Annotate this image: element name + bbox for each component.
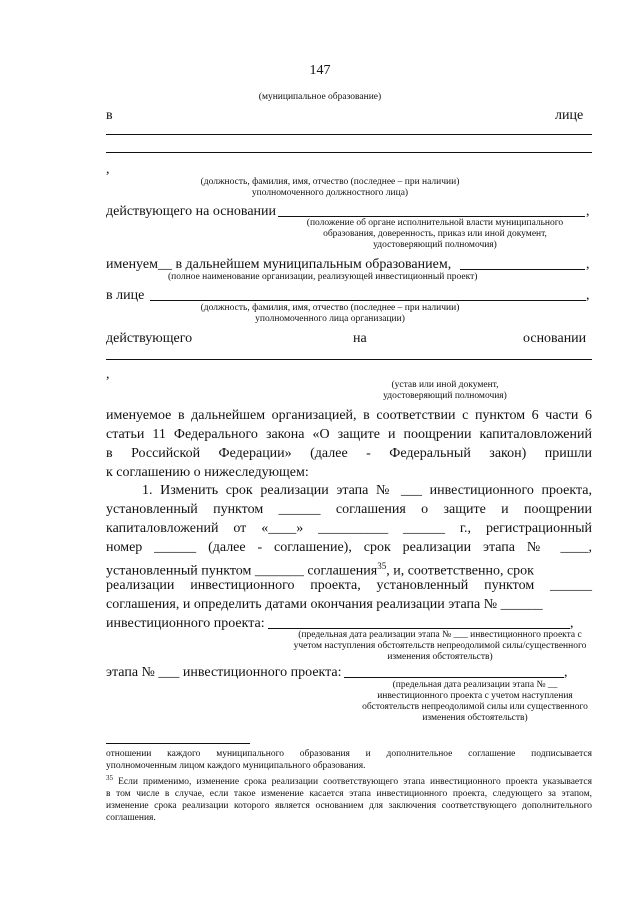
comma: , <box>106 162 110 177</box>
footnote-35-line-3: изменение срока реализации которого является основанием для заключения соответствующего дополнительного <box>106 801 592 812</box>
comma: , <box>586 288 590 303</box>
footnote-continuation-1: отношении каждого муниципального образования и дополнительное соглашение подписывается <box>106 749 592 759</box>
charter-caption: (устав или иной документ, удостоверяющий полномочия) <box>383 380 507 401</box>
blank-line-org <box>460 269 585 270</box>
named-municipality-label: именуем__ в дальнейшем муниципальным образованием, <box>106 257 452 272</box>
item-1-line-5: установленный пунктом _______ соглашения <box>106 563 378 579</box>
blank-line-deadline <box>268 628 570 629</box>
blank-line-basis <box>278 216 585 217</box>
word-deystvuyushchego: действующего <box>106 331 193 346</box>
stage-label: этапа № ___ инвестиционного проекта: <box>106 665 342 680</box>
word-na: на <box>353 331 367 346</box>
item-1-paragraph: 1. Изменить срок реализации этапа № ___ инвестиционного проекта, установленный пунктом ______ соглашения о защите и поощрении капиталовложений от «____» __________ ______ г., регистрационный номер ______ (далее - соглашение), срок реализации этапа № ____, установленный пунктом _______ соглашения$^{35}$, и, соответственно, срок реализации инвестиционного проекта, установленный пунктом ______ соглашения, и определить датами окончания реализации этапа № ______ <box>106 483 592 612</box>
footnote-ref-35: 35 <box>377 561 387 571</box>
org-caption: (полное наименование организации, реализующей инвестиционный проект) <box>168 272 478 282</box>
stage-caption: (предельная дата реализации этапа № __ инвестиционного проекта с учетом наступления обстоятельств непреодолимой силы или существенного изменения обстоятельств) <box>362 680 588 723</box>
official-caption: (должность, фамилия, имя, отчество (последнее – при наличии) уполномоченного должностного лица) <box>200 177 460 198</box>
basis-caption: (положение об органе исполнительной власти муниципального образования, доверенность, приказ или иной документ, удостоверяющий полномочия) <box>306 218 564 250</box>
blank-line-official-1 <box>106 134 592 135</box>
blank-line-official-2 <box>106 152 592 153</box>
blank-line-org-official <box>150 300 586 301</box>
in-person-label: в лице <box>106 288 145 303</box>
footnote-separator <box>106 743 250 744</box>
blank-line-stage <box>344 677 564 678</box>
deadline-caption: (предельная дата реализации этапа № ___ инвестиционного проекта с учетом наступления обстоятельств непреодолимой силы/существенного изменения обстоятельств) <box>293 630 587 662</box>
intro-paragraph: именуемое в дальнейшем организацией, в соответствии с пунктом 6 части 6 статьи 11 Федерального закона «О защите и поощрении капиталовложений в Российской Федерации» (далее - Федеральный закон) пришли к соглашению о нижеследующем: <box>106 408 592 480</box>
org-official-caption: (должность, фамилия, имя, отчество (последнее – при наличии) уполномоченного лица организации) <box>200 303 460 324</box>
comma: , <box>586 257 590 272</box>
comma: , <box>106 367 110 382</box>
word-osnovanii: основании <box>523 331 587 346</box>
municipality-caption: (муниципальное образование) <box>258 92 382 102</box>
inv-project-label: инвестиционного проекта: <box>106 616 265 631</box>
acting-basis-label: действующего на основании <box>106 204 277 219</box>
footnote-35-line-2: в том числе в случае, если такое изменение касается этапа инвестиционного проекта, следующего за этапом, <box>106 789 592 800</box>
comma: , <box>570 616 574 631</box>
page-number: 147 <box>309 63 331 78</box>
word-v: в <box>106 108 113 123</box>
comma: , <box>586 204 590 219</box>
footnote-35-line-1: $^{35}$ Если применимо, изменение срока реализации соответствующего этапа инвестиционного проекта указывается <box>106 774 592 788</box>
footnote-35-number: 35 <box>106 774 113 782</box>
comma: , <box>564 665 568 680</box>
footnote-35-line-4: соглашения. <box>106 813 156 824</box>
word-litse: лице <box>555 108 584 123</box>
blank-line-charter <box>106 359 592 360</box>
footnotes <box>106 748 592 824</box>
item-1-line-5-tail: , и, соответственно, срок <box>386 563 534 579</box>
footnote-continuation-2: уполномоченным лицом каждого муниципального образования. <box>106 761 366 771</box>
